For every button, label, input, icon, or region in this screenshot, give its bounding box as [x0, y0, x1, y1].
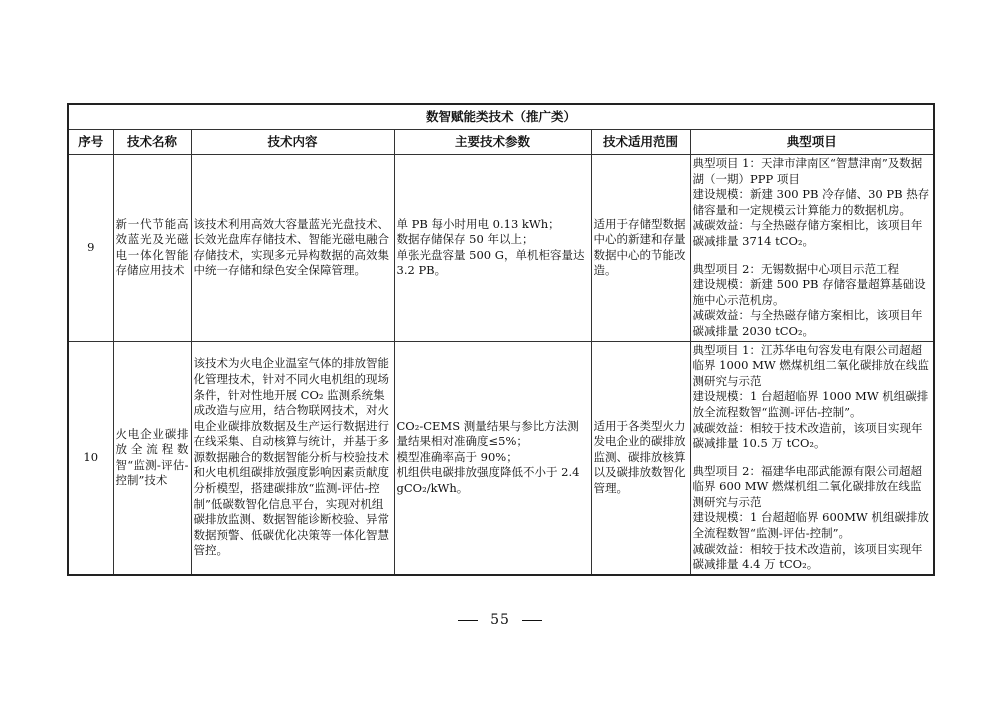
header-scope: 技术适用范围 — [591, 130, 690, 155]
tech-scope: 适用于各类型火力发电企业的碳排放监测、碳排放核算以及碳排放数智化管理。 — [591, 341, 690, 575]
project-scale: 建设规模：新建 300 PB 冷存储、30 PB 热存储容量和一定规模云计算能力的数据机房。 — [692, 187, 930, 217]
project-title: 典型项目 1：天津市津南区“智慧津南”及数据湖（一期）PPP 项目 — [692, 156, 923, 186]
table-row — [68, 155, 934, 342]
header-params: 主要技术参数 — [394, 130, 591, 155]
param-line: 单张光盘容量 500 G，单机柜容量达 3.2 PB。 — [396, 247, 585, 278]
tech-params — [394, 155, 591, 342]
project-title: 典型项目 2：福建华电邵武能源有限公司超超临界 600 MW 燃煤机组二氧化碳排放在线监测研究与示范 — [692, 463, 922, 509]
project-title: 典型项目 1：江苏华电句容发电有限公司超超临界 1000 MW 燃煤机组二氧化碳排放在线监测研究与示范 — [692, 342, 929, 388]
section-title: 数智赋能类技术（推广类） — [68, 104, 934, 130]
row-number: 9 — [68, 155, 113, 342]
project-scale: 建设规模：新建 500 PB 存储容量超算基础设施中心示范机房。 — [692, 277, 926, 307]
tech-name: 新一代节能高效蓝光及光磁电一体化智能存储应用技术 — [113, 155, 191, 342]
project-title: 典型项目 2：无锡数据中心项目示范工程 — [692, 261, 899, 276]
project-benefit: 减碳效益：与全热磁存储方案相比，该项目年碳减排量 2030 tCO₂。 — [692, 308, 923, 338]
technology-table — [67, 103, 935, 576]
project-benefit: 减碳效益：与全热磁存储方案相比，该项目年碳减排量 3714 tCO₂。 — [692, 218, 923, 248]
page-number-value: 55 — [490, 612, 510, 628]
header-no: 序号 — [68, 130, 113, 155]
tech-params — [394, 341, 591, 575]
param-line: 模型准确率高于 90%； — [396, 449, 518, 464]
project-benefit: 减碳效益：相较于技术改造前，该项目实现年碳减排量 4.4 万 tCO₂。 — [692, 541, 923, 572]
typical-projects — [690, 155, 934, 342]
tech-name: 火电企业碳排放全流程数智“监测-评估-控制”技术 — [113, 341, 191, 575]
param-line: 数据存储保存 50 年以上； — [396, 232, 534, 247]
param-line: CO₂-CEMS 测量结果与参比方法测量结果相对准确度≤5%； — [396, 418, 579, 449]
tech-scope: 适用于存储型数据中心的新建和存量数据中心的节能改造。 — [591, 155, 690, 342]
dash-right — [522, 620, 542, 621]
tech-content: 该技术利用高效大容量蓝光光盘技术、长效光盘库存储技术、智能光磁电融合存储技术，实现多元异构数据的高效集中统一存储和绿色安全保障管理。 — [191, 155, 394, 342]
row-number: 10 — [68, 341, 113, 575]
typical-projects — [690, 341, 934, 575]
param-line: 单 PB 每小时用电 0.13 kWh； — [396, 216, 560, 231]
table-row — [68, 341, 934, 575]
dash-left — [458, 620, 478, 621]
header-content: 技术内容 — [191, 130, 394, 155]
project-scale: 建设规模：1 台超超临界 600MW 机组碳排放全流程数智“监测-评估-控制”。 — [692, 510, 929, 541]
project-scale: 建设规模：1 台超超临界 1000 MW 机组碳排放全流程数智“监测-评估-控制”。 — [692, 389, 929, 419]
param-line: 机组供电碳排放强度降低不小于 2.4 gCO₂/kWh。 — [396, 465, 580, 496]
project-benefit: 减碳效益：相较于技术改造前，该项目实现年碳减排量 10.5 万 tCO₂。 — [692, 420, 923, 451]
header-name: 技术名称 — [113, 130, 191, 155]
tech-content: 该技术为火电企业温室气体的排放智能化管理技术，针对不同火电机组的现场条件，针对性地开展 CO₂ 监测系统集成改造与应用，结合物联网技术，对火电企业碳排放数据及生产运行数据进行在线采集、自动核算与统计，并基于多源数据融合的数据智能分析与校验技术和火电机组碳排放强度影响因素贡献度分析模型，搭建碳排放“监测-评估-控制”低碳数智化信息平台，实现对机组碳排放监测、数据智能诊断校验、异常数据预警、低碳优化决策等一体化智慧管控。 — [191, 341, 394, 575]
header-projects: 典型项目 — [690, 130, 934, 155]
page-number — [0, 612, 1000, 628]
